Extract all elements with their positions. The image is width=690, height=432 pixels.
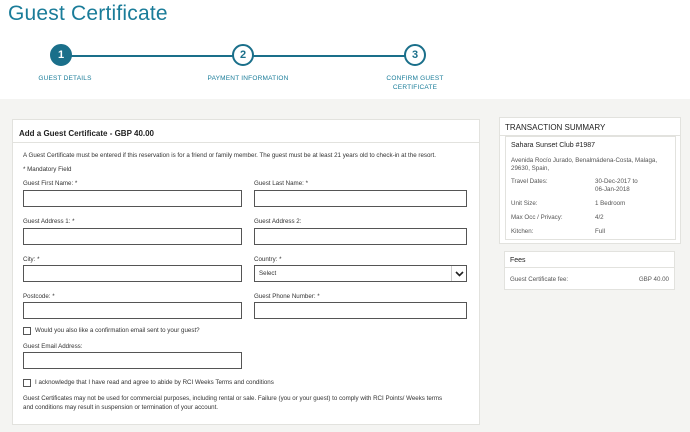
fees-panel [504, 251, 675, 290]
step-2-label [198, 74, 298, 83]
guest-certificate-fee-label: Guest Certificate fee: [510, 276, 569, 283]
email-label: Guest Email Address: [23, 343, 83, 350]
address2-label: Guest Address 2: [254, 218, 302, 225]
resort-details-card [505, 136, 676, 240]
postcode-label: Postcode: * [23, 293, 55, 300]
step-2-label-text: PAYMENT INFORMATION [207, 75, 289, 82]
chevron-down-icon[interactable] [451, 266, 466, 281]
form-header: Add a Guest Certificate - GBP 40.00 [19, 129, 155, 138]
kitchen-value: Full [595, 228, 605, 235]
max-occupancy-value: 4/2 [595, 214, 604, 221]
divider [13, 142, 479, 143]
resort-address-line1: Avenida Rocío Jurado, Benalmádena-Costa, Malaga, [511, 157, 658, 164]
city-label: City: * [23, 256, 40, 263]
step-1-label-text: GUEST DETAILS [38, 75, 92, 82]
fees-title: Fees [510, 257, 526, 264]
last-name-input[interactable] [254, 190, 467, 207]
unit-size-label: Unit Size: [511, 200, 538, 207]
page-title: Guest Certificate [8, 2, 168, 25]
address2-input[interactable] [254, 228, 467, 245]
disclaimer-text-line2: and conditions may result in suspension or termination of your account. [23, 404, 219, 411]
stepper-line [61, 55, 235, 57]
last-name-label: Guest Last Name: * [254, 180, 308, 187]
unit-size-value: 1 Bedroom [595, 200, 626, 207]
step-3-label [370, 74, 460, 92]
form-intro-text: A Guest Certificate must be entered if this reservation is for a friend or family member. The guest must be at least 21 years old to check-in at the resort. [23, 152, 436, 159]
address1-input[interactable] [23, 228, 242, 245]
postcode-input[interactable] [23, 302, 242, 319]
max-occupancy-label: Max Occ / Privacy: [511, 214, 563, 221]
progress-stepper [0, 44, 690, 94]
city-input[interactable] [23, 265, 242, 282]
transaction-summary-title: TRANSACTION SUMMARY [505, 123, 606, 132]
confirmation-email-label: Would you also like a confirmation email sent to your guest? [35, 327, 200, 334]
step-2-circle: 2 [232, 44, 254, 66]
first-name-input[interactable] [23, 190, 242, 207]
resort-address-line2: 29630, Spain, [511, 165, 550, 172]
travel-dates-label: Travel Dates: [511, 178, 548, 185]
step-3-label-text: CONFIRM GUEST [386, 75, 444, 82]
disclaimer-text-line1: Guest Certificates may not be used for commercial purposes, including rental or sale. Failure (you or your guest) to comply with RCI Points/ Weeks terms [23, 395, 443, 402]
country-select-value: Select [259, 270, 277, 277]
transaction-summary-panel [499, 117, 681, 244]
email-input[interactable] [23, 352, 242, 369]
stepper-line [252, 55, 407, 57]
phone-input[interactable] [254, 302, 467, 319]
travel-dates-value: 30-Dec-2017 to [595, 178, 638, 185]
address1-label: Guest Address 1: * [23, 218, 75, 225]
terms-checkbox[interactable] [23, 379, 31, 387]
step-1-circle: 1 [50, 44, 72, 66]
first-name-label: Guest First Name: * [23, 180, 78, 187]
kitchen-label: Kitchen: [511, 228, 534, 235]
step-1-label [20, 74, 110, 83]
country-select[interactable] [254, 265, 467, 282]
confirmation-email-checkbox[interactable] [23, 327, 31, 335]
resort-name: Sahara Sunset Club #1987 [511, 142, 596, 149]
mandatory-note: * Mandatory Field [23, 166, 72, 173]
guest-certificate-form [12, 119, 480, 425]
divider [505, 267, 674, 268]
phone-label: Guest Phone Number: * [254, 293, 320, 300]
terms-label: I acknowledge that I have read and agree to abide by RCI Weeks Terms and conditions [35, 379, 274, 386]
guest-certificate-fee-value: GBP 40.00 [638, 276, 669, 283]
step-3-circle: 3 [404, 44, 426, 66]
step-3-label-text-2: CERTIFICATE [392, 84, 438, 91]
travel-dates-value-2: 06-Jan-2018 [595, 186, 630, 193]
country-label: Country: * [254, 256, 282, 263]
